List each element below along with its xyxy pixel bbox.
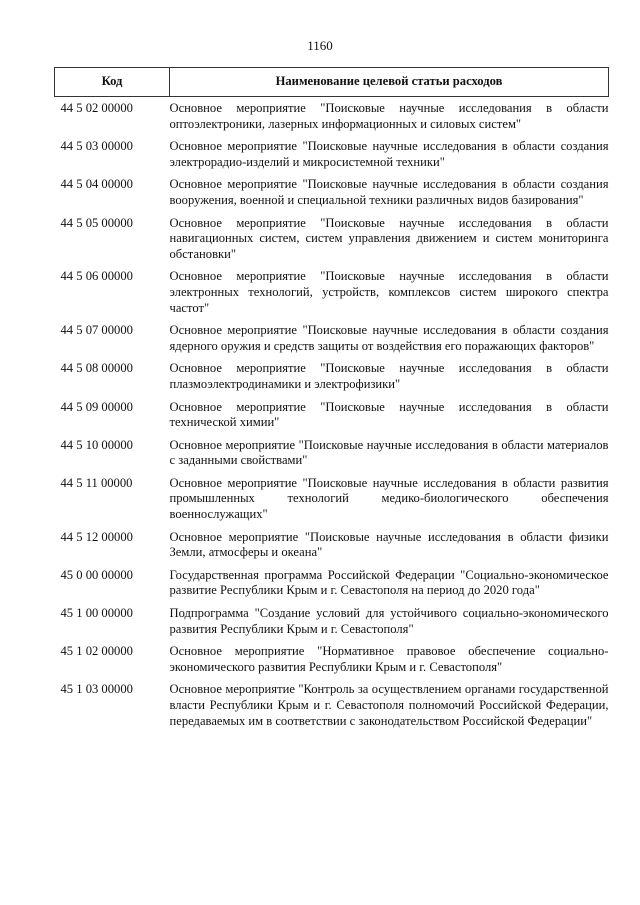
row-code: 44 5 06 00000	[60, 269, 133, 284]
row-code: 44 5 07 00000	[60, 323, 133, 338]
row-name: Основное мероприятие "Поисковые научные исследования в области материалов с заданными свойствами"	[169, 437, 609, 468]
row-name: Основное мероприятие "Поисковые научные исследования в области плазмоэлектродинамики и электрофизики"	[169, 361, 609, 391]
table-row	[55, 97, 609, 139]
row-code: 45 1 00 00000	[60, 606, 133, 621]
table-row	[55, 529, 609, 567]
table-row	[55, 437, 609, 475]
table-header	[55, 68, 609, 97]
table-row	[55, 475, 609, 529]
row-code: 45 1 03 00000	[60, 682, 133, 697]
row-code: 44 5 09 00000	[60, 399, 133, 414]
table-row	[55, 567, 609, 605]
row-name: Основное мероприятие "Поисковые научные исследования в области электронных технологий, устройств, комплексов систем широкого спектра частот"	[169, 269, 609, 315]
table-row	[55, 268, 609, 322]
row-name: Основное мероприятие "Нормативное правовое обеспечение социально-экономического развития Республики Крым и г. Севастополя"	[169, 644, 609, 674]
header-name: Наименование целевой статьи расходов	[170, 68, 609, 97]
row-name: Основное мероприятие "Поисковые научные исследования в области развития промышленных технологий медико-биологического обеспечения военнослужащих"	[169, 475, 609, 522]
row-code: 45 1 02 00000	[60, 644, 133, 659]
row-name: Основное мероприятие "Контроль за осуществлением органами государственной власти Республики Крым и г. Севастополя полномочий Российской Федерации, передаваемых им в соответствии с законодательством Российской Федерации"	[169, 682, 609, 728]
table-row	[55, 399, 609, 437]
row-name: Основное мероприятие "Поисковые научные исследования в области технической химии"	[169, 399, 609, 430]
row-code: 44 5 03 00000	[60, 139, 133, 154]
table-row	[55, 360, 609, 398]
row-code: 44 5 12 00000	[60, 529, 133, 544]
table-row	[55, 215, 609, 269]
table-row	[55, 176, 609, 214]
row-code: 44 5 04 00000	[60, 177, 133, 192]
row-name: Основное мероприятие "Поисковые научные исследования в области создания электрорадио-изделий и микросистемной техники"	[169, 139, 609, 169]
row-name: Государственная программа Российской Федерации "Социально-экономическое развитие Республики Крым и г. Севастополя на период до 2020 года"	[169, 567, 609, 598]
row-name: Основное мероприятие "Поисковые научные исследования в области создания вооружения, военной и специальной техники различных видов базирования"	[169, 177, 609, 207]
row-code: 44 5 05 00000	[60, 215, 133, 230]
page-number: 1160	[307, 38, 333, 53]
table-row	[55, 138, 609, 176]
row-name: Подпрограмма "Создание условий для устойчивого социально-экономического развития Республики Крым и г. Севастополя"	[169, 606, 609, 636]
row-name: Основное мероприятие "Поисковые научные исследования в области оптоэлектроники, лазерных информационных и силовых систем"	[169, 101, 609, 131]
row-name: Основное мероприятие "Поисковые научные исследования в области физики Земли, атмосферы и океана"	[169, 529, 609, 560]
table-row	[55, 322, 609, 360]
row-name: Основное мероприятие "Поисковые научные исследования в области навигационных систем, систем управления движением и систем мониторинга обстановки"	[169, 215, 609, 261]
header-code: Код	[55, 68, 170, 97]
table-row	[55, 681, 609, 735]
table-row	[55, 605, 609, 643]
table-row	[55, 643, 609, 681]
row-code: 44 5 10 00000	[60, 437, 133, 452]
row-code: 44 5 02 00000	[60, 101, 133, 115]
budget-code-table	[54, 67, 609, 735]
table-body	[55, 97, 609, 736]
row-name: Основное мероприятие "Поисковые научные исследования в области создания ядерного оружия и средств защиты от воздействия его поражающих факторов"	[169, 323, 609, 353]
row-code: 44 5 08 00000	[60, 361, 133, 376]
row-code: 45 0 00 00000	[60, 567, 133, 582]
row-code: 44 5 11 00000	[60, 475, 133, 490]
table-header-row	[55, 68, 609, 97]
